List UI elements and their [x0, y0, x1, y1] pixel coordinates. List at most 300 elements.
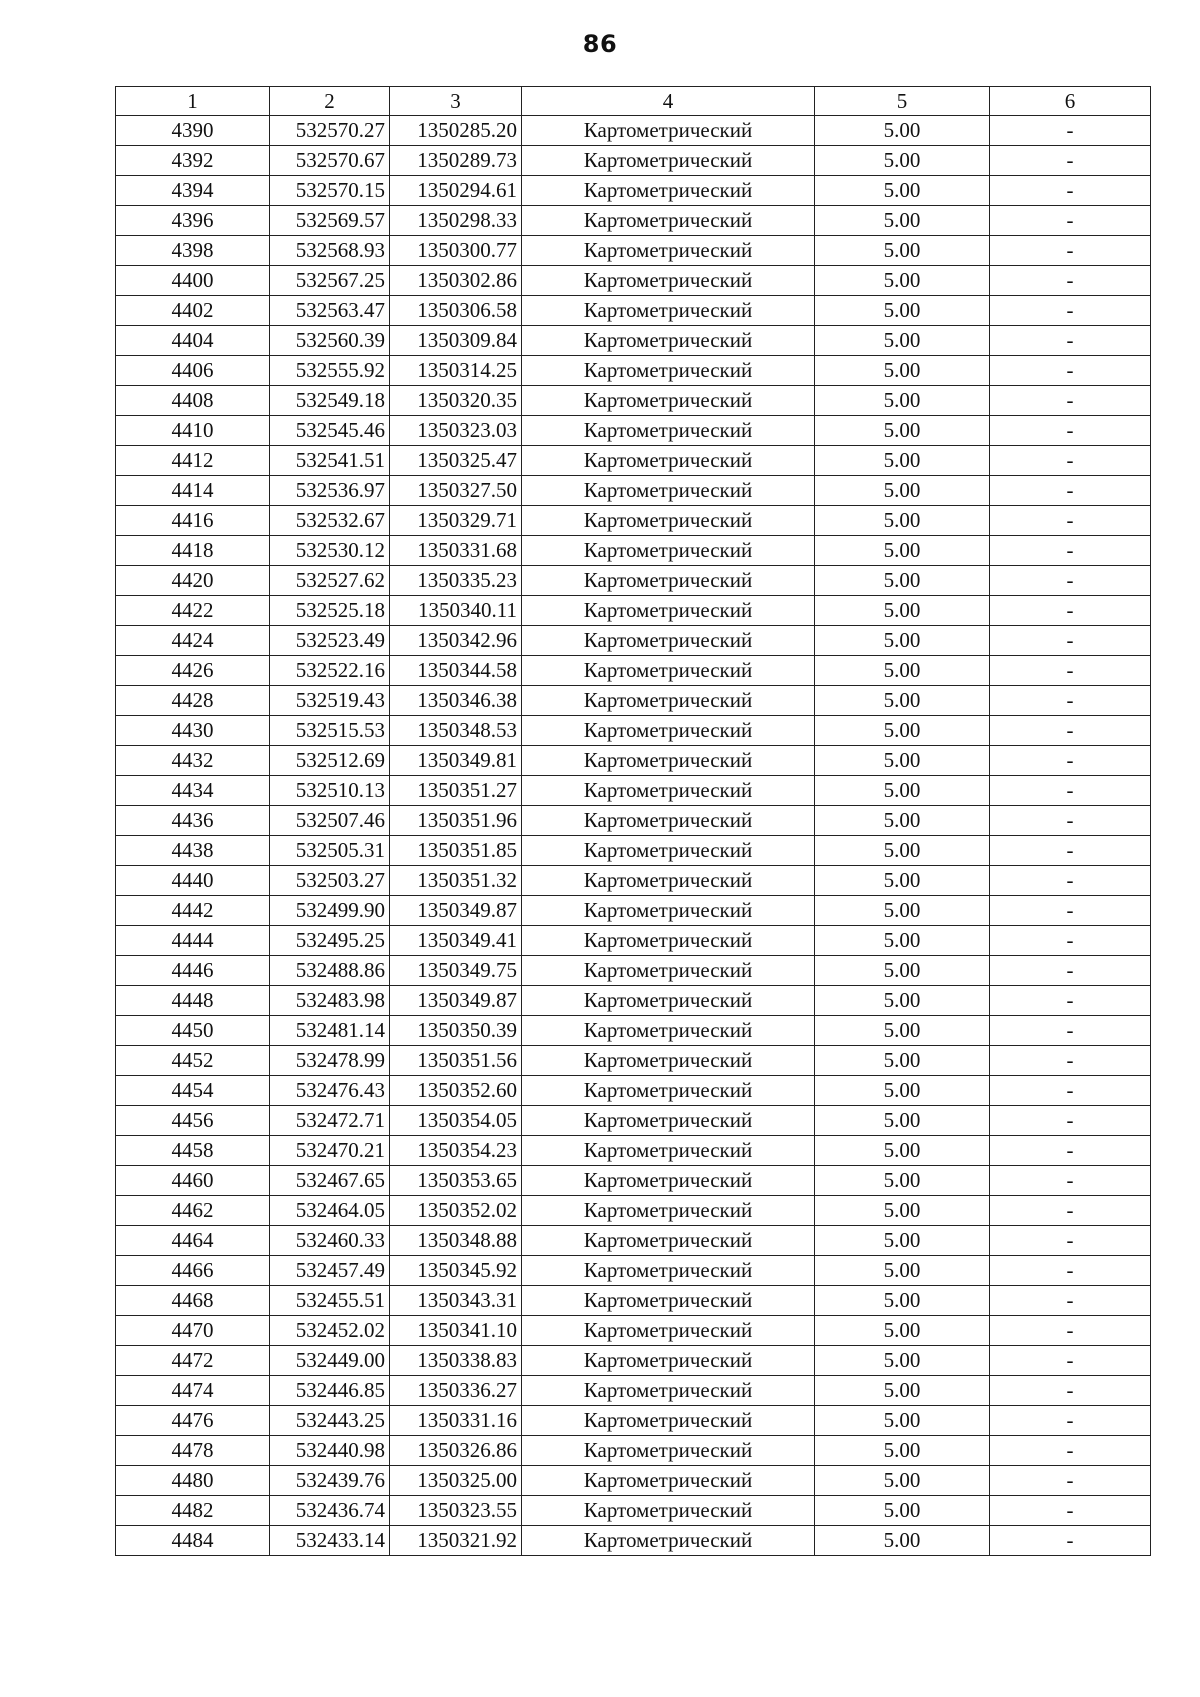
point-number-cell: 4476	[116, 1406, 270, 1436]
point-number-cell: 4484	[116, 1526, 270, 1556]
method-cell: Картометрический	[522, 326, 815, 356]
table-row	[116, 236, 1151, 266]
table-row	[116, 116, 1151, 146]
point-number-cell: 4430	[116, 716, 270, 746]
x-coordinate-cell: 532452.02	[270, 1316, 390, 1346]
description-cell: -	[990, 296, 1151, 326]
point-number-cell: 4454	[116, 1076, 270, 1106]
description-cell: -	[990, 596, 1151, 626]
table-row	[116, 1226, 1151, 1256]
y-coordinate-cell: 1350343.31	[390, 1286, 522, 1316]
y-coordinate-cell: 1350352.02	[390, 1196, 522, 1226]
x-coordinate-cell: 532433.14	[270, 1526, 390, 1556]
y-coordinate-cell: 1350314.25	[390, 356, 522, 386]
method-cell: Картометрический	[522, 506, 815, 536]
y-coordinate-cell: 1350349.87	[390, 986, 522, 1016]
point-number-cell: 4414	[116, 476, 270, 506]
x-coordinate-cell: 532567.25	[270, 266, 390, 296]
point-number-cell: 4448	[116, 986, 270, 1016]
method-cell: Картометрический	[522, 776, 815, 806]
x-coordinate-cell: 532495.25	[270, 926, 390, 956]
method-cell: Картометрический	[522, 896, 815, 926]
method-cell: Картометрический	[522, 536, 815, 566]
method-cell: Картометрический	[522, 1076, 815, 1106]
point-number-cell: 4464	[116, 1226, 270, 1256]
description-cell: -	[990, 566, 1151, 596]
description-cell: -	[990, 1226, 1151, 1256]
method-cell: Картометрический	[522, 926, 815, 956]
method-cell: Картометрический	[522, 746, 815, 776]
table-header-row	[116, 87, 1151, 116]
x-coordinate-cell: 532472.71	[270, 1106, 390, 1136]
y-coordinate-cell: 1350344.58	[390, 656, 522, 686]
method-cell: Картометрический	[522, 1436, 815, 1466]
accuracy-cell: 5.00	[815, 686, 990, 716]
description-cell: -	[990, 1016, 1151, 1046]
y-coordinate-cell: 1350348.88	[390, 1226, 522, 1256]
point-number-cell: 4462	[116, 1196, 270, 1226]
method-cell: Картометрический	[522, 1196, 815, 1226]
table-row	[116, 176, 1151, 206]
method-cell: Картометрический	[522, 956, 815, 986]
description-cell: -	[990, 326, 1151, 356]
table-row	[116, 206, 1151, 236]
accuracy-cell: 5.00	[815, 776, 990, 806]
y-coordinate-cell: 1350306.58	[390, 296, 522, 326]
description-cell: -	[990, 1346, 1151, 1376]
method-cell: Картометрический	[522, 386, 815, 416]
description-cell: -	[990, 1256, 1151, 1286]
table-row	[116, 686, 1151, 716]
method-cell: Картометрический	[522, 1166, 815, 1196]
x-coordinate-cell: 532570.27	[270, 116, 390, 146]
x-coordinate-cell: 532455.51	[270, 1286, 390, 1316]
x-coordinate-cell: 532555.92	[270, 356, 390, 386]
method-cell: Картометрический	[522, 446, 815, 476]
column-header-2: 2	[270, 87, 390, 116]
method-cell: Картометрический	[522, 146, 815, 176]
point-number-cell: 4478	[116, 1436, 270, 1466]
x-coordinate-cell: 532476.43	[270, 1076, 390, 1106]
accuracy-cell: 5.00	[815, 806, 990, 836]
point-number-cell: 4460	[116, 1166, 270, 1196]
point-number-cell: 4398	[116, 236, 270, 266]
description-cell: -	[990, 1286, 1151, 1316]
x-coordinate-cell: 532560.39	[270, 326, 390, 356]
y-coordinate-cell: 1350349.87	[390, 896, 522, 926]
point-number-cell: 4466	[116, 1256, 270, 1286]
point-number-cell: 4444	[116, 926, 270, 956]
table-row	[116, 596, 1151, 626]
table-row	[116, 1196, 1151, 1226]
y-coordinate-cell: 1350346.38	[390, 686, 522, 716]
point-number-cell: 4418	[116, 536, 270, 566]
description-cell: -	[990, 986, 1151, 1016]
x-coordinate-cell: 532563.47	[270, 296, 390, 326]
point-number-cell: 4456	[116, 1106, 270, 1136]
y-coordinate-cell: 1350342.96	[390, 626, 522, 656]
description-cell: -	[990, 746, 1151, 776]
x-coordinate-cell: 532569.57	[270, 206, 390, 236]
y-coordinate-cell: 1350325.00	[390, 1466, 522, 1496]
description-cell: -	[990, 1466, 1151, 1496]
description-cell: -	[990, 626, 1151, 656]
method-cell: Картометрический	[522, 686, 815, 716]
point-number-cell: 4392	[116, 146, 270, 176]
table-row	[116, 386, 1151, 416]
table-row	[116, 1016, 1151, 1046]
y-coordinate-cell: 1350341.10	[390, 1316, 522, 1346]
accuracy-cell: 5.00	[815, 596, 990, 626]
y-coordinate-cell: 1350351.96	[390, 806, 522, 836]
x-coordinate-cell: 532545.46	[270, 416, 390, 446]
description-cell: -	[990, 1526, 1151, 1556]
method-cell: Картометрический	[522, 1046, 815, 1076]
table-row	[116, 446, 1151, 476]
x-coordinate-cell: 532541.51	[270, 446, 390, 476]
accuracy-cell: 5.00	[815, 1226, 990, 1256]
y-coordinate-cell: 1350351.85	[390, 836, 522, 866]
x-coordinate-cell: 532527.62	[270, 566, 390, 596]
x-coordinate-cell: 532525.18	[270, 596, 390, 626]
x-coordinate-cell: 532457.49	[270, 1256, 390, 1286]
point-number-cell: 4446	[116, 956, 270, 986]
description-cell: -	[990, 236, 1151, 266]
description-cell: -	[990, 266, 1151, 296]
accuracy-cell: 5.00	[815, 986, 990, 1016]
x-coordinate-cell: 532460.33	[270, 1226, 390, 1256]
x-coordinate-cell: 532505.31	[270, 836, 390, 866]
point-number-cell: 4426	[116, 656, 270, 686]
method-cell: Картометрический	[522, 476, 815, 506]
method-cell: Картометрический	[522, 1226, 815, 1256]
x-coordinate-cell: 532519.43	[270, 686, 390, 716]
accuracy-cell: 5.00	[815, 296, 990, 326]
point-number-cell: 4422	[116, 596, 270, 626]
description-cell: -	[990, 776, 1151, 806]
accuracy-cell: 5.00	[815, 1436, 990, 1466]
x-coordinate-cell: 532499.90	[270, 896, 390, 926]
method-cell: Картометрический	[522, 1526, 815, 1556]
point-number-cell: 4452	[116, 1046, 270, 1076]
accuracy-cell: 5.00	[815, 176, 990, 206]
y-coordinate-cell: 1350298.33	[390, 206, 522, 236]
point-number-cell: 4440	[116, 866, 270, 896]
description-cell: -	[990, 416, 1151, 446]
table-row	[116, 986, 1151, 1016]
point-number-cell: 4432	[116, 746, 270, 776]
accuracy-cell: 5.00	[815, 1406, 990, 1436]
table-row	[116, 1076, 1151, 1106]
accuracy-cell: 5.00	[815, 476, 990, 506]
table-row	[116, 146, 1151, 176]
method-cell: Картометрический	[522, 1406, 815, 1436]
method-cell: Картометрический	[522, 836, 815, 866]
accuracy-cell: 5.00	[815, 206, 990, 236]
y-coordinate-cell: 1350345.92	[390, 1256, 522, 1286]
y-coordinate-cell: 1350354.23	[390, 1136, 522, 1166]
column-header-4: 4	[522, 87, 815, 116]
table-row	[116, 1346, 1151, 1376]
accuracy-cell: 5.00	[815, 1016, 990, 1046]
point-number-cell: 4416	[116, 506, 270, 536]
y-coordinate-cell: 1350340.11	[390, 596, 522, 626]
description-cell: -	[990, 116, 1151, 146]
table-row	[116, 1256, 1151, 1286]
table-row	[116, 956, 1151, 986]
description-cell: -	[990, 1136, 1151, 1166]
table-row	[116, 476, 1151, 506]
accuracy-cell: 5.00	[815, 506, 990, 536]
y-coordinate-cell: 1350323.03	[390, 416, 522, 446]
point-number-cell: 4402	[116, 296, 270, 326]
point-number-cell: 4470	[116, 1316, 270, 1346]
method-cell: Картометрический	[522, 1256, 815, 1286]
table-row	[116, 1526, 1151, 1556]
table-row	[116, 1376, 1151, 1406]
method-cell: Картометрический	[522, 416, 815, 446]
method-cell: Картометрический	[522, 626, 815, 656]
accuracy-cell: 5.00	[815, 356, 990, 386]
x-coordinate-cell: 532439.76	[270, 1466, 390, 1496]
accuracy-cell: 5.00	[815, 1076, 990, 1106]
y-coordinate-cell: 1350349.75	[390, 956, 522, 986]
description-cell: -	[990, 1436, 1151, 1466]
accuracy-cell: 5.00	[815, 566, 990, 596]
table-row	[116, 926, 1151, 956]
point-number-cell: 4482	[116, 1496, 270, 1526]
point-number-cell: 4474	[116, 1376, 270, 1406]
accuracy-cell: 5.00	[815, 746, 990, 776]
accuracy-cell: 5.00	[815, 1046, 990, 1076]
y-coordinate-cell: 1350326.86	[390, 1436, 522, 1466]
y-coordinate-cell: 1350352.60	[390, 1076, 522, 1106]
method-cell: Картометрический	[522, 1016, 815, 1046]
description-cell: -	[990, 926, 1151, 956]
y-coordinate-cell: 1350309.84	[390, 326, 522, 356]
description-cell: -	[990, 386, 1151, 416]
method-cell: Картометрический	[522, 206, 815, 236]
point-number-cell: 4438	[116, 836, 270, 866]
method-cell: Картометрический	[522, 1466, 815, 1496]
description-cell: -	[990, 1406, 1151, 1436]
description-cell: -	[990, 656, 1151, 686]
method-cell: Картометрический	[522, 866, 815, 896]
y-coordinate-cell: 1350300.77	[390, 236, 522, 266]
table-row	[116, 356, 1151, 386]
table-row	[116, 1316, 1151, 1346]
point-number-cell: 4442	[116, 896, 270, 926]
y-coordinate-cell: 1350320.35	[390, 386, 522, 416]
point-number-cell: 4394	[116, 176, 270, 206]
table-row	[116, 1046, 1151, 1076]
x-coordinate-cell: 532440.98	[270, 1436, 390, 1466]
table-row	[116, 866, 1151, 896]
method-cell: Картометрический	[522, 176, 815, 206]
x-coordinate-cell: 532443.25	[270, 1406, 390, 1436]
coordinates-table	[115, 86, 1151, 1556]
accuracy-cell: 5.00	[815, 866, 990, 896]
accuracy-cell: 5.00	[815, 1316, 990, 1346]
description-cell: -	[990, 1046, 1151, 1076]
y-coordinate-cell: 1350351.27	[390, 776, 522, 806]
accuracy-cell: 5.00	[815, 836, 990, 866]
description-cell: -	[990, 806, 1151, 836]
method-cell: Картометрический	[522, 356, 815, 386]
point-number-cell: 4408	[116, 386, 270, 416]
method-cell: Картометрический	[522, 116, 815, 146]
y-coordinate-cell: 1350353.65	[390, 1166, 522, 1196]
y-coordinate-cell: 1350350.39	[390, 1016, 522, 1046]
table-row	[116, 266, 1151, 296]
x-coordinate-cell: 532522.16	[270, 656, 390, 686]
y-coordinate-cell: 1350335.23	[390, 566, 522, 596]
accuracy-cell: 5.00	[815, 1526, 990, 1556]
x-coordinate-cell: 532536.97	[270, 476, 390, 506]
y-coordinate-cell: 1350323.55	[390, 1496, 522, 1526]
table-row	[116, 746, 1151, 776]
accuracy-cell: 5.00	[815, 1376, 990, 1406]
y-coordinate-cell: 1350349.41	[390, 926, 522, 956]
description-cell: -	[990, 356, 1151, 386]
accuracy-cell: 5.00	[815, 1166, 990, 1196]
description-cell: -	[990, 476, 1151, 506]
table-row	[116, 1436, 1151, 1466]
table-row	[116, 1286, 1151, 1316]
method-cell: Картометрический	[522, 1106, 815, 1136]
x-coordinate-cell: 532467.65	[270, 1166, 390, 1196]
x-coordinate-cell: 532488.86	[270, 956, 390, 986]
y-coordinate-cell: 1350285.20	[390, 116, 522, 146]
point-number-cell: 4472	[116, 1346, 270, 1376]
method-cell: Картометрический	[522, 236, 815, 266]
point-number-cell: 4400	[116, 266, 270, 296]
description-cell: -	[990, 1106, 1151, 1136]
y-coordinate-cell: 1350336.27	[390, 1376, 522, 1406]
y-coordinate-cell: 1350331.68	[390, 536, 522, 566]
page-number: 86	[582, 30, 618, 58]
y-coordinate-cell: 1350325.47	[390, 446, 522, 476]
point-number-cell: 4396	[116, 206, 270, 236]
x-coordinate-cell: 532570.67	[270, 146, 390, 176]
x-coordinate-cell: 532436.74	[270, 1496, 390, 1526]
accuracy-cell: 5.00	[815, 716, 990, 746]
point-number-cell: 4436	[116, 806, 270, 836]
accuracy-cell: 5.00	[815, 1496, 990, 1526]
method-cell: Картометрический	[522, 296, 815, 326]
column-header-1: 1	[116, 87, 270, 116]
description-cell: -	[990, 716, 1151, 746]
point-number-cell: 4404	[116, 326, 270, 356]
description-cell: -	[990, 1496, 1151, 1526]
column-header-6: 6	[990, 87, 1151, 116]
accuracy-cell: 5.00	[815, 626, 990, 656]
accuracy-cell: 5.00	[815, 536, 990, 566]
x-coordinate-cell: 532446.85	[270, 1376, 390, 1406]
description-cell: -	[990, 146, 1151, 176]
point-number-cell: 4406	[116, 356, 270, 386]
x-coordinate-cell: 532449.00	[270, 1346, 390, 1376]
accuracy-cell: 5.00	[815, 1346, 990, 1376]
x-coordinate-cell: 532481.14	[270, 1016, 390, 1046]
x-coordinate-cell: 532470.21	[270, 1136, 390, 1166]
table-row	[116, 836, 1151, 866]
method-cell: Картометрический	[522, 1316, 815, 1346]
x-coordinate-cell: 532523.49	[270, 626, 390, 656]
method-cell: Картометрический	[522, 1286, 815, 1316]
table-row	[116, 1406, 1151, 1436]
description-cell: -	[990, 536, 1151, 566]
description-cell: -	[990, 176, 1151, 206]
column-header-5: 5	[815, 87, 990, 116]
table-row	[116, 536, 1151, 566]
point-number-cell: 4412	[116, 446, 270, 476]
table-row	[116, 626, 1151, 656]
description-cell: -	[990, 1076, 1151, 1106]
point-number-cell: 4410	[116, 416, 270, 446]
point-number-cell: 4468	[116, 1286, 270, 1316]
x-coordinate-cell: 532483.98	[270, 986, 390, 1016]
x-coordinate-cell: 532464.05	[270, 1196, 390, 1226]
accuracy-cell: 5.00	[815, 266, 990, 296]
x-coordinate-cell: 532510.13	[270, 776, 390, 806]
table-row	[116, 1166, 1151, 1196]
x-coordinate-cell: 532532.67	[270, 506, 390, 536]
point-number-cell: 4434	[116, 776, 270, 806]
accuracy-cell: 5.00	[815, 1286, 990, 1316]
accuracy-cell: 5.00	[815, 416, 990, 446]
point-number-cell: 4420	[116, 566, 270, 596]
x-coordinate-cell: 532515.53	[270, 716, 390, 746]
table-row	[116, 806, 1151, 836]
description-cell: -	[990, 866, 1151, 896]
point-number-cell: 4424	[116, 626, 270, 656]
y-coordinate-cell: 1350351.56	[390, 1046, 522, 1076]
accuracy-cell: 5.00	[815, 236, 990, 266]
x-coordinate-cell: 532478.99	[270, 1046, 390, 1076]
accuracy-cell: 5.00	[815, 1256, 990, 1286]
method-cell: Картометрический	[522, 656, 815, 686]
accuracy-cell: 5.00	[815, 1136, 990, 1166]
table-row	[116, 566, 1151, 596]
table-row	[116, 656, 1151, 686]
y-coordinate-cell: 1350289.73	[390, 146, 522, 176]
description-cell: -	[990, 956, 1151, 986]
table-row	[116, 1136, 1151, 1166]
description-cell: -	[990, 506, 1151, 536]
table-row	[116, 776, 1151, 806]
table-row	[116, 296, 1151, 326]
accuracy-cell: 5.00	[815, 656, 990, 686]
point-number-cell: 4450	[116, 1016, 270, 1046]
table-row	[116, 326, 1151, 356]
accuracy-cell: 5.00	[815, 146, 990, 176]
y-coordinate-cell: 1350349.81	[390, 746, 522, 776]
method-cell: Картометрический	[522, 1376, 815, 1406]
description-cell: -	[990, 1196, 1151, 1226]
table-row	[116, 416, 1151, 446]
table-row	[116, 506, 1151, 536]
y-coordinate-cell: 1350294.61	[390, 176, 522, 206]
description-cell: -	[990, 1166, 1151, 1196]
x-coordinate-cell: 532568.93	[270, 236, 390, 266]
description-cell: -	[990, 836, 1151, 866]
method-cell: Картометрический	[522, 596, 815, 626]
method-cell: Картометрический	[522, 716, 815, 746]
accuracy-cell: 5.00	[815, 386, 990, 416]
accuracy-cell: 5.00	[815, 1466, 990, 1496]
description-cell: -	[990, 896, 1151, 926]
